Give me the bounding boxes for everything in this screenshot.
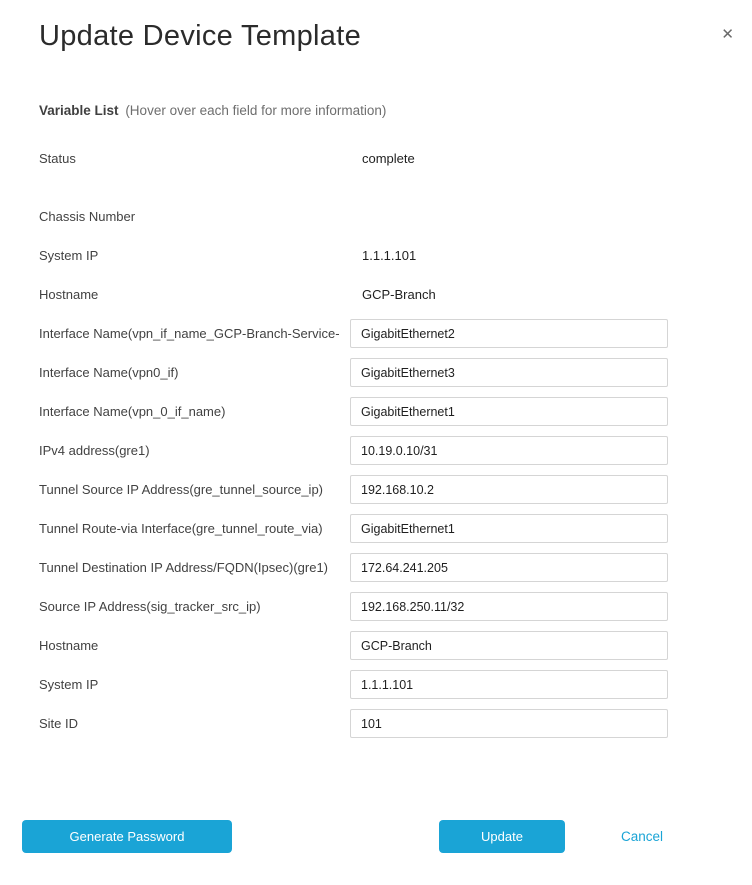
cancel-button[interactable]: Cancel: [620, 829, 663, 844]
tunnel-source-ip-input[interactable]: [350, 475, 668, 504]
tunnel-route-via-interface-input[interactable]: [350, 514, 668, 543]
hostname-static-value: GCP-Branch: [362, 287, 436, 302]
field-row-tunnel-destination-ip: [39, 548, 668, 587]
ipv4-address-gre1-label: IPv4 address(gre1): [39, 443, 150, 458]
hostname-label: Hostname: [39, 638, 99, 653]
field-row-chassis-number: [39, 197, 668, 236]
field-row-system-ip-static: [39, 236, 668, 275]
system-ip-static-value: 1.1.1.101: [362, 248, 417, 263]
generate-password-button[interactable]: Generate Password: [22, 820, 232, 853]
page-title: Update Device Template: [39, 20, 362, 52]
field-row-source-ip-address: [39, 587, 668, 626]
tunnel-route-via-interface-label: Tunnel Route-via Interface(gre_tunnel_route_via): [39, 521, 323, 536]
site-id-label: Site ID: [39, 716, 79, 731]
status-value: complete: [362, 151, 415, 166]
interface-name-service-vpn-input[interactable]: [350, 319, 668, 348]
variable-list: [39, 139, 668, 743]
field-row-hostname: [39, 626, 668, 665]
field-row-system-ip: [39, 665, 668, 704]
source-ip-address-input[interactable]: [350, 592, 668, 621]
field-row-tunnel-source-ip: [39, 470, 668, 509]
modal-footer: [0, 820, 752, 853]
source-ip-address-label: Source IP Address(sig_tracker_src_ip): [39, 599, 261, 614]
variable-list-heading: [39, 103, 752, 119]
system-ip-label: System IP: [39, 677, 99, 692]
hostname-input[interactable]: [350, 631, 668, 660]
field-row-status: [39, 139, 668, 178]
ipv4-address-gre1-input[interactable]: [350, 436, 668, 465]
close-icon[interactable]: ✕: [717, 23, 738, 46]
tunnel-destination-ip-input[interactable]: [350, 553, 668, 582]
site-id-input[interactable]: [350, 709, 668, 738]
field-row-hostname-static: [39, 275, 668, 314]
interface-name-vpn-0-if-name-label: Interface Name(vpn_0_if_name): [39, 404, 226, 419]
system-ip-static-label: System IP: [39, 248, 99, 263]
field-row-interface-name-vpn-0-if-name: [39, 392, 668, 431]
field-row-ipv4-address-gre1: [39, 431, 668, 470]
field-row-site-id: [39, 704, 668, 743]
variable-list-hint: (Hover over each field for more information): [125, 103, 387, 118]
tunnel-source-ip-label: Tunnel Source IP Address(gre_tunnel_source_ip): [39, 482, 324, 497]
chassis-number-label: Chassis Number: [39, 209, 136, 224]
field-row-interface-name-service-vpn: [39, 314, 668, 353]
interface-name-vpn-0-if-name-input[interactable]: [350, 397, 668, 426]
variable-list-label: Variable List: [39, 103, 119, 118]
interface-name-service-vpn-label: Interface Name(vpn_if_name_GCP-Branch-Service-: [39, 326, 340, 341]
field-row-interface-name-vpn0-if: [39, 353, 668, 392]
hostname-static-label: Hostname: [39, 287, 99, 302]
interface-name-vpn0-if-label: Interface Name(vpn0_if): [39, 365, 179, 380]
update-button[interactable]: Update: [439, 820, 565, 853]
field-row-tunnel-route-via-interface: [39, 509, 668, 548]
interface-name-vpn0-if-input[interactable]: [350, 358, 668, 387]
system-ip-input[interactable]: [350, 670, 668, 699]
update-device-template-modal: [0, 20, 752, 844]
tunnel-destination-ip-label: Tunnel Destination IP Address/FQDN(Ipsec)(gre1): [39, 560, 329, 575]
status-label: Status: [39, 151, 76, 166]
